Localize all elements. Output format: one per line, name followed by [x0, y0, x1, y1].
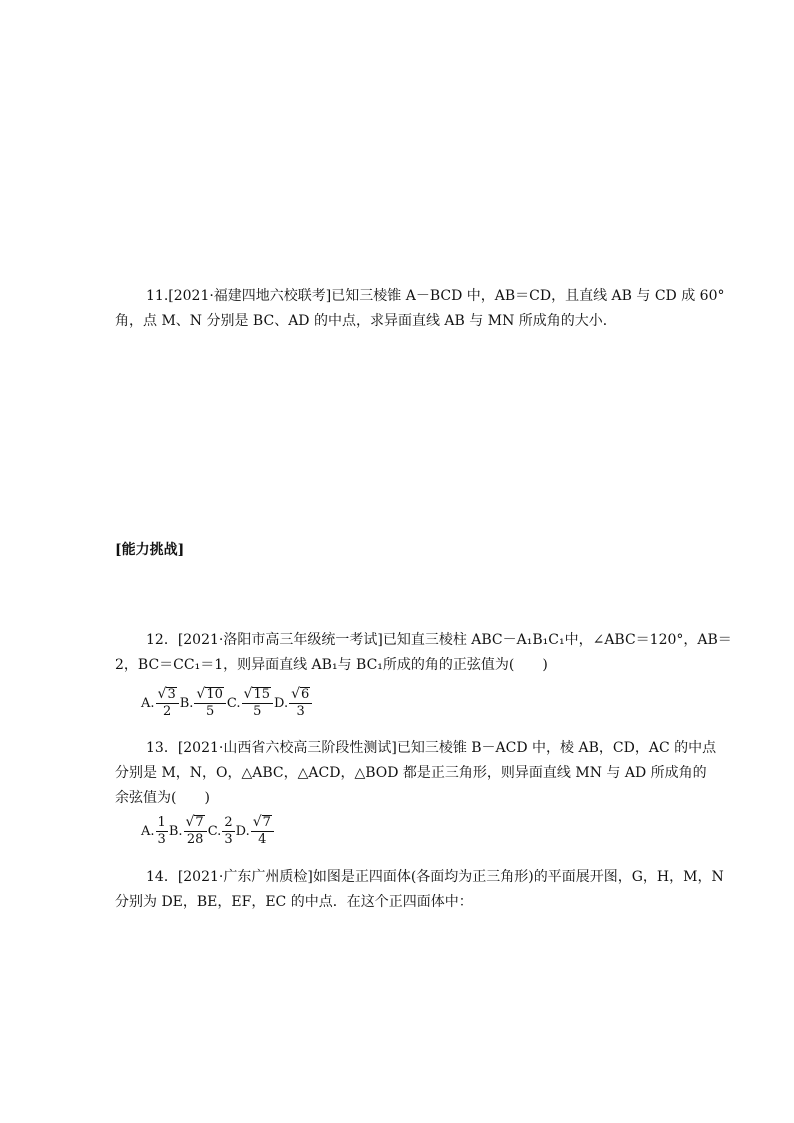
- fraction-numerator: [184, 814, 207, 832]
- option-label: A.: [141, 823, 155, 839]
- q12-options: [141, 686, 313, 720]
- option-fraction: [194, 686, 225, 720]
- radicand: 6: [301, 687, 310, 702]
- option-label: D.: [235, 823, 250, 839]
- fraction-numerator: [251, 814, 274, 832]
- radicand: 7: [195, 815, 204, 830]
- option-d: [236, 814, 275, 848]
- fraction-numerator: 2: [224, 814, 233, 830]
- option-fraction: [289, 686, 312, 720]
- option-fraction: [222, 815, 234, 848]
- q14-text-line2: 分别为 DE，BE，EF，EC 的中点．在这个正四面体中：: [115, 894, 473, 910]
- q12-text-line2: 2，BC＝CC₁＝1，则异面直线 AB₁与 BC₁所成的角的正弦值为( ): [115, 657, 548, 673]
- option-label: B.: [168, 823, 183, 839]
- option-c: [227, 686, 274, 720]
- option-d: [274, 686, 313, 720]
- fraction-numerator: [194, 686, 225, 704]
- radicand: 15: [253, 687, 270, 702]
- fraction-denominator: 5: [206, 704, 215, 719]
- q12-text-line1: 12．[2021·洛阳市高三年级统一考试]已知直三棱柱 ABC－A₁B₁C₁中，∠ABC＝120°，AB＝: [146, 632, 732, 648]
- radical-sign: √: [185, 814, 195, 830]
- q13-text-line1: 13．[2021·山西省六校高三阶段性测试]已知三棱锥 B－ACD 中，棱 AB，CD，AC 的中点: [146, 740, 717, 756]
- radical-sign: √: [196, 686, 206, 702]
- fraction-denominator: 28: [186, 832, 204, 847]
- fraction-denominator: 3: [224, 831, 233, 847]
- q13-text-line2: 分别是 M，N，O，△ABC，△ACD，△BOD 都是正三角形，则异面直线 MN 与 AD 所成角的: [115, 765, 707, 781]
- q11-text-line1: 11.[2021·福建四地六校联考]已知三棱锥 A－BCD 中，AB＝CD，且直线 AB 与 CD 成 60°: [146, 288, 725, 304]
- fraction-denominator: 3: [296, 704, 305, 719]
- section-heading: [能力挑战]: [115, 542, 185, 558]
- q13-options: [141, 814, 275, 848]
- fraction-numerator: [289, 686, 312, 704]
- q14-text-line1: 14．[2021·广东广州质检]如图是正四面体(各面均为正三角形)的平面展开图，G，H，M，N: [146, 869, 724, 885]
- option-b: [180, 686, 227, 720]
- option-label: D.: [273, 695, 289, 711]
- fraction-denominator: 4: [258, 832, 267, 847]
- option-a: [141, 815, 169, 848]
- radical-sign: √: [252, 814, 262, 830]
- fraction-numerator: [156, 686, 179, 704]
- option-a: [141, 686, 180, 720]
- option-fraction: [242, 686, 273, 720]
- option-fraction: [184, 814, 207, 848]
- q13-text-line3: 余弦值为( ): [115, 790, 210, 806]
- fraction-numerator: [242, 686, 273, 704]
- radical-sign: √: [243, 686, 253, 702]
- option-fraction: [156, 815, 168, 848]
- q11-text-line2: 角，点 M、N 分别是 BC、AD 的中点，求异面直线 AB 与 MN 所成角的大小．: [115, 313, 617, 329]
- option-label: B.: [179, 695, 194, 711]
- fraction-denominator: 3: [157, 831, 166, 847]
- fraction-denominator: 5: [253, 704, 262, 719]
- radical-sign: √: [157, 686, 167, 702]
- option-b: [169, 814, 208, 848]
- option-fraction: [251, 814, 274, 848]
- fraction-denominator: 2: [162, 704, 172, 719]
- radical-sign: √: [291, 686, 300, 702]
- option-c: [208, 815, 236, 848]
- option-label: C.: [207, 823, 222, 839]
- radicand: 3: [167, 687, 176, 702]
- option-label: A.: [141, 695, 155, 711]
- fraction-numerator: 1: [157, 814, 166, 830]
- radicand: 10: [206, 687, 223, 702]
- option-fraction: [156, 686, 179, 720]
- radicand: 7: [262, 815, 271, 830]
- option-label: C.: [226, 695, 241, 711]
